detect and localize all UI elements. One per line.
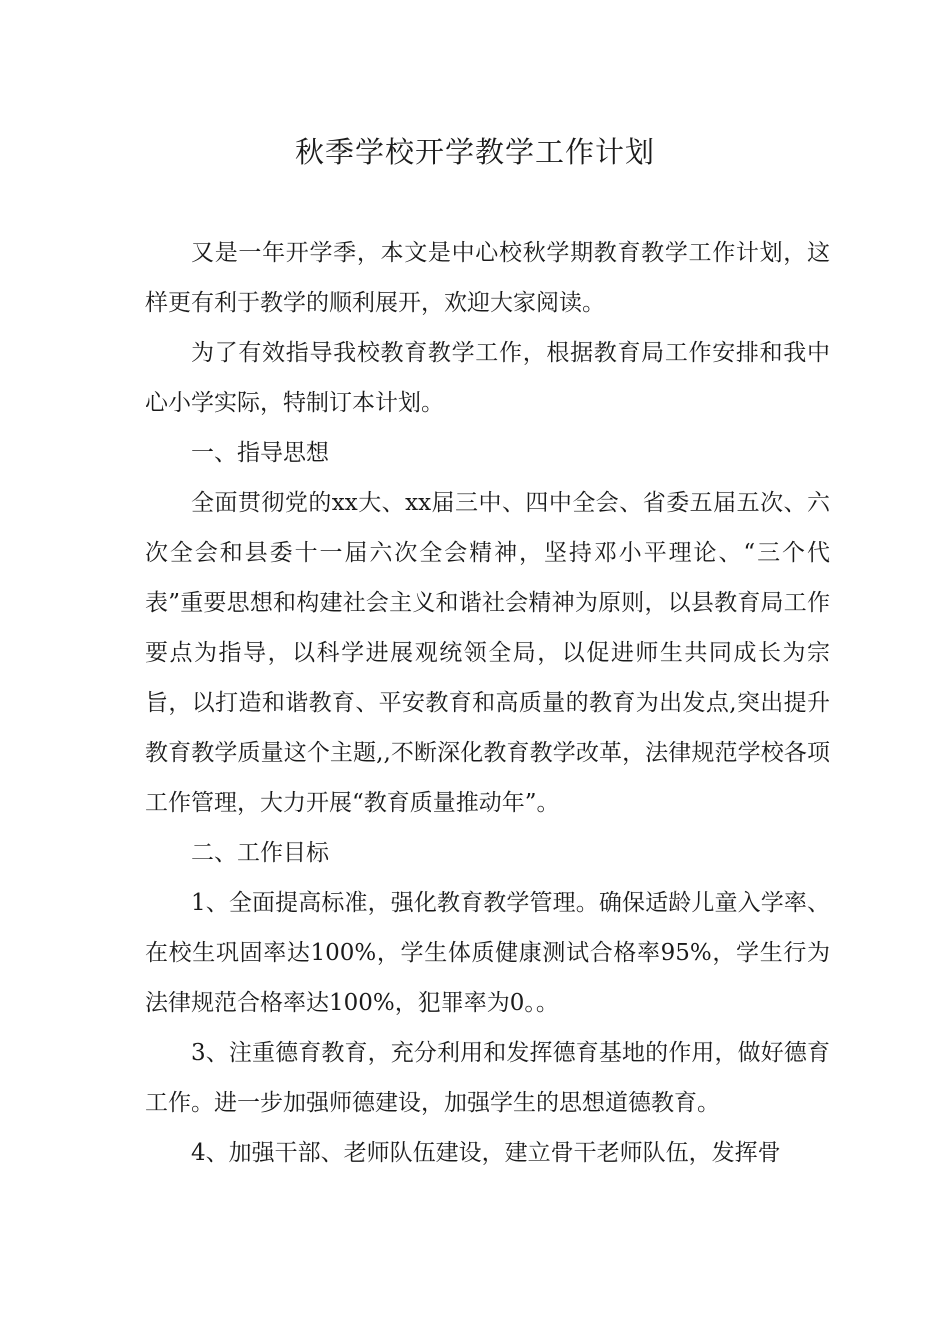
- document-title: 秋季学校开学教学工作计划: [294, 135, 655, 169]
- paragraph-intro: 又是一年开学季，本文是中心校秋学期教育教学工作计划，这样更有利于教学的顺利展开，欢迎大家阅读。: [145, 240, 830, 316]
- paragraph-guiding-ideology: 全面贯彻党的xx大、xx届三中、四中全会、省委五届五次、六次全会和县委十一届六次全会精神，坚持邓小平理论、“三个代表”重要思想和构建社会主义和谐社会精神为原则，以县教育局工作要点为指导，以科学进展观统领全局，以促进师生共同成长为宗旨，以打造和谐教育、平安教育和高质量的教育为出发点,突出提升教育教学质量这个主题,,不断深化教育教学改革，法律规范学校各项工作管理，大力开展“教育质量推动年”。: [145, 490, 830, 816]
- paragraph-goal-4: 4、加强干部、老师队伍建设，建立骨干老师队伍，发挥骨: [191, 1140, 781, 1166]
- section-heading-work-goals: 二、工作目标: [191, 840, 329, 866]
- document-body: [145, 228, 830, 1178]
- paragraph-goal-3: 3、注重德育教育，充分利用和发挥德育基地的作用，做好德育工作。进一步加强师德建设，加强学生的思想道德教育。: [145, 1040, 830, 1116]
- paragraph-goal-1: 1、全面提高标准，强化教育教学管理。确保适龄儿童入学率、在校生巩固率达100%，学生体质健康测试合格率95%，学生行为法律规范合格率达100%，犯罪率为0。。: [145, 890, 830, 1016]
- paragraph-purpose: 为了有效指导我校教育教学工作，根据教育局工作安排和我中心小学实际，特制订本计划。: [145, 340, 830, 416]
- section-heading-guiding-ideology: 一、指导思想: [191, 440, 329, 466]
